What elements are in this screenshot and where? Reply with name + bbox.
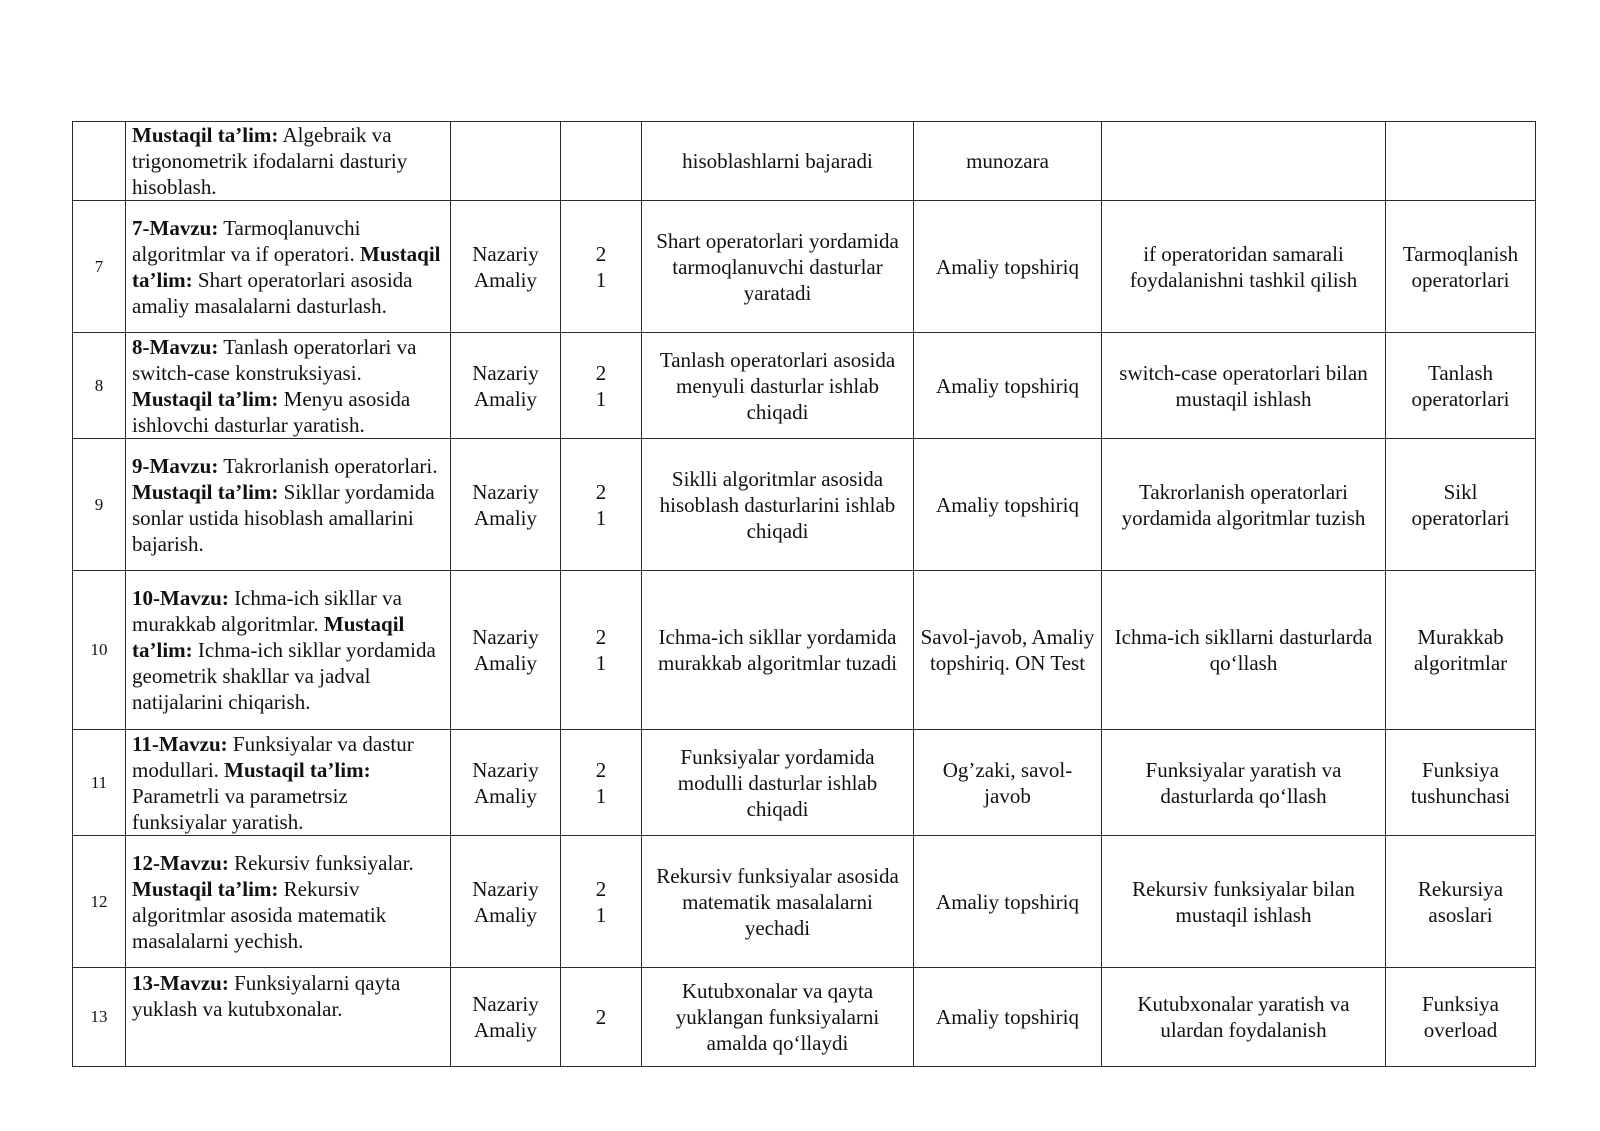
- independent-study-label: Mustaqil ta’lim:: [132, 386, 279, 411]
- assessment-cell: Amaliy topshiriq: [914, 836, 1102, 968]
- hours-2: 1: [595, 902, 607, 927]
- lesson-type-cell: [451, 968, 561, 1067]
- hours-cell: [561, 333, 642, 439]
- learning-outcome-cell: Ichma-ich sikllar yordamida murakkab algoritmlar tuzadi: [642, 571, 914, 730]
- table-row: [73, 201, 1536, 333]
- independent-study-label: Mustaqil ta’lim:: [132, 479, 279, 504]
- assessment-cell: Savol-javob, Amaliy topshiriq. ON Test: [914, 571, 1102, 730]
- hours-cell: [561, 571, 642, 730]
- assessment-cell: Amaliy topshiriq: [914, 439, 1102, 571]
- lesson-type-1: Nazariy: [472, 360, 539, 385]
- hours-1: 2: [595, 241, 607, 266]
- lesson-type-2: Amaliy: [474, 386, 537, 411]
- hours-1: 2: [595, 360, 607, 385]
- table-row: [73, 439, 1536, 571]
- concept-cell: Sikl operatorlari: [1386, 439, 1536, 571]
- assessment-cell: Amaliy topshiriq: [914, 968, 1102, 1067]
- lesson-type-cell: [451, 439, 561, 571]
- topic-cell: [126, 968, 451, 1067]
- independent-study-label: Mustaqil ta’lim:: [224, 757, 371, 782]
- task-cell: Takrorlanish operatorlari yordamida algoritmlar tuzish: [1102, 439, 1386, 571]
- topic-cell: [126, 333, 451, 439]
- lesson-type-2: Amaliy: [474, 1018, 537, 1042]
- table-row: [73, 571, 1536, 730]
- row-number: 10: [73, 571, 126, 730]
- topic-label: 10-Mavzu:: [132, 586, 229, 610]
- concept-cell: Funksiya overload: [1386, 968, 1536, 1067]
- independent-study-text: Sikllar yordamida sonlar ustida hisoblash amallarini bajarish.: [132, 479, 435, 556]
- topic-text: Tanlash operatorlari va switch-case konstruksiyasi.: [132, 334, 417, 385]
- independent-study-text: Shart operatorlari asosida amaliy masalalarni dasturlash.: [132, 267, 413, 318]
- lesson-type-2: Amaliy: [474, 902, 537, 927]
- independent-study-label: Mustaqil ta’lim:: [132, 123, 279, 147]
- concept-cell: [1386, 122, 1536, 201]
- hours-2: 1: [595, 651, 607, 675]
- topic-text: Takrorlanish operatorlari.: [223, 453, 438, 478]
- lesson-type-2: Amaliy: [474, 651, 537, 675]
- lesson-type-2: Amaliy: [474, 783, 537, 808]
- assessment-cell: Amaliy topshiriq: [914, 333, 1102, 439]
- hours-1: 2: [595, 479, 607, 504]
- hours-1: 2: [595, 1005, 607, 1029]
- lesson-type-cell: [451, 333, 561, 439]
- assessment-cell: munozara: [914, 122, 1102, 201]
- topic-cell: [126, 730, 451, 836]
- topic-text: Rekursiv funksiyalar.: [234, 850, 414, 875]
- row-number: 11: [73, 730, 126, 836]
- lesson-type-2: Amaliy: [474, 267, 537, 292]
- independent-study-label: Mustaqil ta’lim:: [132, 876, 279, 901]
- lesson-type-1: Nazariy: [472, 757, 539, 782]
- independent-study-text: Algebraik va trigonometrik ifodalarni dasturiy hisoblash.: [132, 123, 408, 199]
- task-cell: if operatoridan samarali foydalanishni tashkil qilish: [1102, 201, 1386, 333]
- hours-2: 1: [595, 267, 607, 292]
- hours-2: 1: [595, 783, 607, 808]
- topic-label: 12-Mavzu:: [132, 850, 229, 875]
- task-cell: Kutubxonalar yaratish va ulardan foydalanish: [1102, 968, 1386, 1067]
- concept-cell: Murakkab algoritmlar: [1386, 571, 1536, 730]
- independent-study-text: Ichma-ich sikllar yordamida geometrik shakllar va jadval natijalarini chiqarish.: [132, 638, 436, 714]
- curriculum-table: [72, 121, 1536, 1067]
- row-number: 13: [73, 968, 126, 1067]
- topic-label: 9-Mavzu:: [132, 453, 219, 478]
- hours-cell: [561, 836, 642, 968]
- hours-cell: [561, 730, 642, 836]
- lesson-type-1: Nazariy: [472, 479, 539, 504]
- learning-outcome-cell: Shart operatorlari yordamida tarmoqlanuvchi dasturlar yaratadi: [642, 201, 914, 333]
- topic-text: Funksiyalar va dastur modullari.: [132, 731, 414, 782]
- concept-cell: Funksiya tushunchasi: [1386, 730, 1536, 836]
- row-number: 7: [73, 201, 126, 333]
- learning-outcome-cell: Rekursiv funksiyalar asosida matematik masalalarni yechadi: [642, 836, 914, 968]
- topic-text: Ichma-ich sikllar va murakkab algoritmlar.: [132, 586, 402, 636]
- task-cell: [1102, 122, 1386, 201]
- assessment-cell: Og’zaki, savol-javob: [914, 730, 1102, 836]
- lesson-type-1: Nazariy: [472, 992, 539, 1016]
- topic-label: 11-Mavzu:: [132, 731, 228, 756]
- independent-study-text: Rekursiv algoritmlar asosida matematik masalalarni yechish.: [132, 876, 387, 953]
- hours-cell: [561, 968, 642, 1067]
- lesson-type-cell: [451, 836, 561, 968]
- hours-cell: [561, 201, 642, 333]
- lesson-type-1: Nazariy: [472, 876, 539, 901]
- hours-2: 1: [595, 386, 607, 411]
- task-cell: Ichma-ich sikllarni dasturlarda qo‘llash: [1102, 571, 1386, 730]
- topic-cell: [126, 439, 451, 571]
- row-number: 9: [73, 439, 126, 571]
- row-number: 12: [73, 836, 126, 968]
- learning-outcome-cell: Siklli algoritmlar asosida hisoblash dasturlarini ishlab chiqadi: [642, 439, 914, 571]
- hours-cell: [561, 122, 642, 201]
- independent-study-label: Mustaqil ta’lim:: [132, 241, 441, 292]
- table-row: [73, 333, 1536, 439]
- independent-study-text: Parametrli va parametrsiz funksiyalar yaratish.: [132, 783, 348, 834]
- lesson-type-cell: [451, 201, 561, 333]
- topic-text: Funksiyalarni qayta yuklash va kutubxonalar.: [132, 971, 401, 1021]
- hours-1: 2: [595, 625, 607, 649]
- hours-1: 2: [595, 876, 607, 901]
- task-cell: Funksiyalar yaratish va dasturlarda qo‘llash: [1102, 730, 1386, 836]
- learning-outcome-cell: Kutubxonalar va qayta yuklangan funksiyalarni amalda qo‘llaydi: [642, 968, 914, 1067]
- topic-cell: [126, 201, 451, 333]
- lesson-type-1: Nazariy: [472, 625, 539, 649]
- topic-label: 8-Mavzu:: [132, 334, 219, 359]
- row-number: [73, 122, 126, 201]
- row-number: 8: [73, 333, 126, 439]
- concept-cell: Tarmoqlanish operatorlari: [1386, 201, 1536, 333]
- assessment-cell: Amaliy topshiriq: [914, 201, 1102, 333]
- topic-label: 7-Mavzu:: [132, 215, 219, 240]
- learning-outcome-cell: Tanlash operatorlari asosida menyuli dasturlar ishlab chiqadi: [642, 333, 914, 439]
- table-row: [73, 122, 1536, 201]
- table-row: [73, 836, 1536, 968]
- learning-outcome-cell: Funksiyalar yordamida modulli dasturlar ishlab chiqadi: [642, 730, 914, 836]
- concept-cell: Rekursiya asoslari: [1386, 836, 1536, 968]
- topic-cell: [126, 122, 451, 201]
- hours-1: 2: [595, 757, 607, 782]
- topic-cell: [126, 571, 451, 730]
- lesson-type-cell: [451, 571, 561, 730]
- independent-study-label: Mustaqil ta’lim:: [132, 612, 405, 662]
- learning-outcome-cell: hisoblashlarni bajaradi: [642, 122, 914, 201]
- lesson-type-1: Nazariy: [472, 241, 539, 266]
- hours-cell: [561, 439, 642, 571]
- topic-cell: [126, 836, 451, 968]
- topic-text: Tarmoqlanuvchi algoritmlar va if operatori.: [132, 215, 361, 266]
- lesson-type-2: Amaliy: [474, 505, 537, 530]
- table-row: [73, 730, 1536, 836]
- table-row: [73, 968, 1536, 1067]
- independent-study-text: Menyu asosida ishlovchi dasturlar yaratish.: [132, 386, 411, 437]
- hours-2: 1: [595, 505, 607, 530]
- topic-label: 13-Mavzu:: [132, 971, 229, 995]
- concept-cell: Tanlash operatorlari: [1386, 333, 1536, 439]
- task-cell: switch-case operatorlari bilan mustaqil ishlash: [1102, 333, 1386, 439]
- task-cell: Rekursiv funksiyalar bilan mustaqil ishlash: [1102, 836, 1386, 968]
- lesson-type-cell: [451, 730, 561, 836]
- lesson-type-cell: [451, 122, 561, 201]
